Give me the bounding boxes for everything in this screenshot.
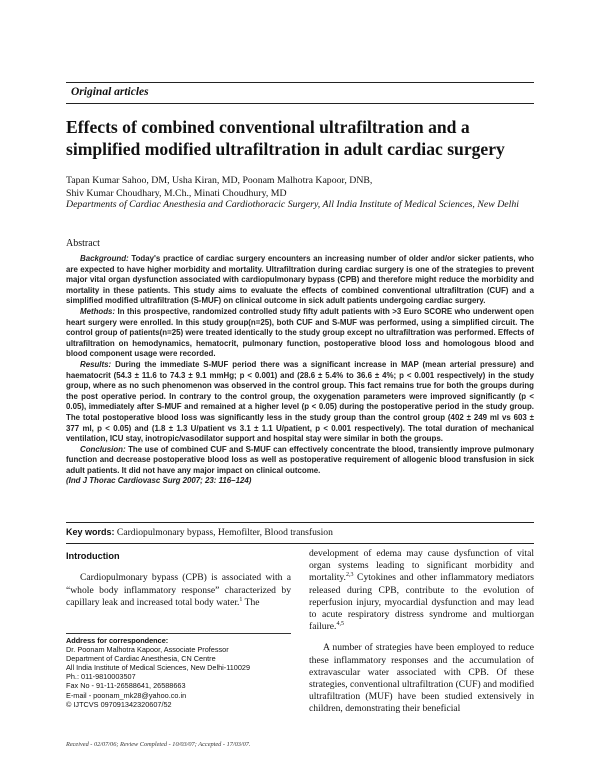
intro-heading: Introduction — [66, 551, 120, 561]
ref-4-5: 4,5 — [336, 621, 344, 628]
citation: (Ind J Thorac Cardiovasc Surg 2007; 23: 116–124) — [66, 476, 252, 486]
received-dates: Received - 02/07/06; Review Completed - 10/03/07; Accepted - 17/03/07. — [66, 741, 251, 748]
abstract-conclusion: Conclusion: The use of combined CUF and S-MUF can effectively concentrate the blood, transiently improve pulmonary function and decrease postoperative blood loss as well as postoperative requirement of allogenic blood transfusion in sick adult patients. It did not have any major impact on clinical outcome. (Ind J Thorac Cardiovasc Surg 2007; 23: 116–124) — [66, 444, 534, 486]
correspondence-line: © IJTCVS 097091342320607/52 — [66, 699, 172, 709]
correspondence-line: All India Institute of Medical Sciences, New Delhi-110029 — [66, 663, 251, 673]
section-header: Original articles — [66, 82, 534, 104]
article-title: Effects of combined conventional ultrafiltration and a simplified modified ultrafiltration in adult cardiac surgery — [66, 117, 505, 159]
background-label: Background — [80, 254, 127, 263]
correspondence-line: Ph.: 011-9810003507 — [66, 672, 136, 682]
authors-line-1: Tapan Kumar Sahoo, DM, Usha Kiran, MD, Poonam Malhotra Kapoor, DNB, — [66, 175, 373, 186]
conclusion-text: The use of combined CUF and S-MUF can effectively concentrate the blood, transiently improve pulmonary function and decrease postoperative blood loss as well as postoperative requirement of allogenic blood transfusion in sick adult patients. It did not have any major impact on clinical outcome. — [66, 444, 534, 475]
abstract-methods: Methods: In this prospective, randomized controlled study fifty adult patients with >3 Euro SCORE who underwent open heart surgery were enrolled. In this study group(n=25), both CUF and S-MUF was performed, using a simplified circuit. The control group of patients(n=25) were treated identically to the study group except no ultrafiltration was performed. Effects of ultrafiltration on hemodynamics, hematocrit, pulmonary function, postoperative blood loss and homologous blood and blood component usage were recorded. — [66, 306, 535, 359]
intro-paragraph: Cardiopulmonary bypass (CPB) is associated with a “whole body inflammatory response” characterized by capillary leak and increased total body water.$^1$ The — [66, 572, 291, 609]
abstract-background: Background: Today's practice of cardiac surgery encounters an increasing number of older and/or sicker patients, who are expected to have higher morbidity and mortality. Ultrafiltration during cardiac surgery is one of the strategies to prevent major vital organ dysfunction associated with cardiopulmonary bypass (CPB) and therefore might reduce the morbidity and mortality in these patients. This study aims to evaluate the effects of combined conventional ultrafiltration (CUF) and a simplified modified ultrafiltration (S-MUF) on clinical outcome in sick adult patients undergoing cardiac surgery. — [66, 254, 534, 306]
correspondence-line: Department of Cardiac Anesthesia, CN Centre — [66, 654, 216, 664]
authors — [66, 174, 534, 200]
abstract-results: Results: During the immediate S-MUF period there was a significant increase in MAP (mean arterial pressure) and haematocrit (54.3 ± 11.6 to 74.3 ± 9.1 mmHg; p < 0.001) and (28.6 ± 5.4% to 36.6 ± 4%; p < 0.001 respectively) in the study group, where as no such phenomenon was observed in the control group. This fact remains true for both the groups during the post operative period. In contrary to the control group, the oxygenation parameters were improved significantly (p < 0.05), immediately after S-MUF and remained at a higher level (p < 0.05) during the postoperative period in the study group. The total postoperative blood loss was significantly less in the study group than the control group (402 ± 249 ml vs 603 ± 377 ml, p < 0.05) and (1.8 ± 1.3 U/patient vs 3.1 ± 1.1 U/patient, p < 0.001 respectively). The total duration of mechanical ventilation, ICU stay, inotropic/vasodilator support and hospital stay were similar in both the groups. — [66, 359, 534, 444]
results-text: During the immediate S-MUF period there was a significant increase in MAP (mean arterial pressure) and haematocrit (54.3 ± 11.6 to 74.3 ± 9.1 mmHg; p < 0.001) and (28.6 ± 5.4% to 36.6 ± 4%; p < 0.001 respectively) in the study group, where as no such phenomenon was observed in the control group. This fact remains true for both the groups during the post operative period. In contrary to the control group, the oxygenation parameters were improved significantly (p < 0.05), immediately after S-MUF and remained at a higher level (p < 0.05) during the postoperative period in the study group. The total postoperative blood loss was significantly less in the study group than the control group (402 ± 249 ml vs 603 ± 377 ml, p < 0.05) and (1.8 ± 1.3 U/patient vs 3.1 ± 1.1 U/patient, p < 0.001 respectively). The total duration of mechanical ventilation, ICU stay, inotropic/vasodilator support and hospital stay were similar in both the groups. — [66, 359, 534, 444]
conclusion-label: Conclusion — [80, 444, 123, 454]
correspondence-box — [66, 633, 291, 709]
correspondence-line: Fax No - 91-11-26588641, 26588663 — [66, 681, 186, 691]
right-paragraph-1: development of edema may cause dysfunction of vital organ systems leading to significant morbidity and mortality.$^{2,3}$ Cytokines and other inflammatory mediators released during CPB, contribute to the evolution of reperfusion injury, myocardial dysfunction and may lead to acute respiratory distress syndrome and multiorgan failure.$^{4,5}$ — [309, 548, 534, 633]
right-column — [309, 548, 534, 716]
ref-1: 1 — [239, 597, 243, 604]
ref-2-3: 2,3 — [345, 572, 354, 579]
keywords-text: Cardiopulmonary bypass, Hemofilter, Blood transfusion — [116, 527, 333, 538]
keywords — [66, 522, 534, 544]
right-paragraph-2: A number of strategies have been employed to reduce these inflammatory responses and the accumulation of extravascular water associated with CPB. Of these strategies, conventional ultrafiltration (CUF) and modified ultrafiltration (MUF) have been studied extensively in children, demonstrating their beneficial — [309, 642, 534, 715]
keywords-label: Key words: — [66, 527, 115, 537]
correspondence-line: Dr. Poonam Malhotra Kapoor, Associate Professor — [66, 645, 229, 655]
correspondence-title: Address for correspondence: — [66, 636, 169, 645]
authors-line-2: Shiv Kumar Choudhary, M.Ch., Minati Choudhury, MD — [66, 188, 287, 199]
abstract-body — [66, 254, 534, 487]
methods-label: Methods — [80, 306, 113, 316]
correspondence-line: E-mail - poonam_mk28@yahoo.co.in — [66, 690, 187, 700]
intro-column — [66, 550, 291, 610]
affiliation: Departments of Cardiac Anesthesia and Cardiothoracic Surgery, All India Institute of Medical Sciences, New Delhi — [66, 199, 519, 210]
abstract-heading: Abstract — [66, 238, 100, 249]
methods-text: In this prospective, randomized controlled study fifty adult patients with >3 Euro SCORE who underwent open heart surgery were enrolled. In this study group(n=25), both CUF and S-MUF was performed, using a simplified circuit. The control group of patients(n=25) were treated identically to the study group except no ultrafiltration was performed. Effects of ultrafiltration on hemodynamics, hematocrit, pulmonary function, postoperative blood loss and homologous blood and blood component usage were recorded. — [66, 306, 535, 359]
results-label: Results — [80, 359, 109, 369]
background-text: Today's practice of cardiac surgery encounters an increasing number of older and/or sicker patients, who are expected to have higher morbidity and mortality. Ultrafiltration during cardiac surgery is one of the strategies to prevent major vital organ dysfunction associated with cardiopulmonary bypass (CPB) and therefore might reduce the morbidity and mortality in these patients. This study aims to evaluate the effects of combined conventional ultrafiltration (CUF) and a simplified modified ultrafiltration (S-MUF) on clinical outcome in sick adult patients undergoing cardiac surgery. — [66, 254, 534, 306]
